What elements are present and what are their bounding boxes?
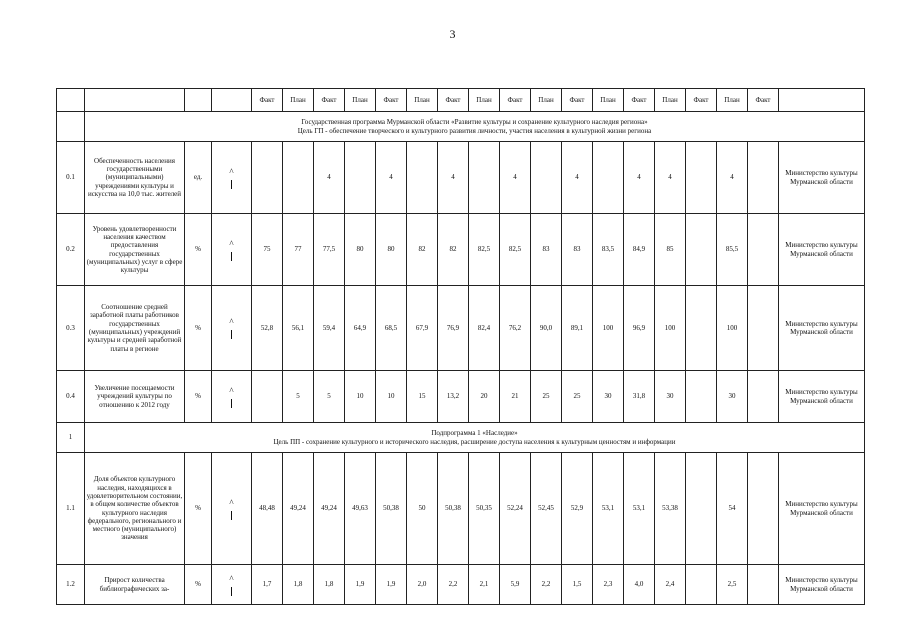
- indicator-num: 0.1: [57, 142, 85, 214]
- value-cell: 25: [562, 371, 593, 423]
- value-cell: 30: [717, 371, 748, 423]
- value-cell: 1,7: [252, 565, 283, 605]
- trend-caret: ^: [229, 166, 234, 177]
- value-cell: 80: [345, 214, 376, 286]
- trend-cell: [212, 453, 252, 565]
- trend-bar: [231, 330, 232, 339]
- value-cell: 49,24: [283, 453, 314, 565]
- value-cell: 89,1: [562, 286, 593, 371]
- value-cell: 52,45: [531, 453, 562, 565]
- trend-bar: [231, 587, 232, 596]
- indicator-num: 0.2: [57, 214, 85, 286]
- program-goal: Цель ГП - обеспечение творческого и культурного развития личности, участия населения в культурной жизни региона: [297, 126, 652, 135]
- value-cell: 83,5: [593, 214, 624, 286]
- indicator-name: Обеспеченность населения государственными (муниципальными) учреждениями культуры и искусства на 10,0 тыс. жителей: [85, 142, 185, 214]
- trend-cell: [212, 286, 252, 371]
- responsible-executor: Министерство культуры Мурманской области: [779, 214, 865, 286]
- value-cell: 49,24: [314, 453, 345, 565]
- value-cell: [407, 142, 438, 214]
- value-cell: 52,8: [252, 286, 283, 371]
- value-cell: 77,5: [314, 214, 345, 286]
- value-cell: [252, 142, 283, 214]
- indicator-row: [57, 565, 865, 605]
- value-cell: 25: [531, 371, 562, 423]
- responsible-executor: Министерство культуры Мурманской области: [779, 371, 865, 423]
- trend-up-icon: [229, 167, 233, 189]
- trend-bar: [231, 180, 232, 189]
- value-cell: 5: [314, 371, 345, 423]
- trend-cell: [212, 371, 252, 423]
- value-cell: 50,38: [438, 453, 469, 565]
- subprogram-section: [85, 423, 865, 453]
- value-cell: 85: [655, 214, 686, 286]
- value-cell: [686, 453, 717, 565]
- header-period: Факт: [500, 89, 531, 112]
- indicator-name: Прирост количества библиографических за-: [85, 565, 185, 605]
- indicator-unit: %: [185, 371, 212, 423]
- trend-caret: ^: [229, 573, 234, 584]
- trend-up-icon: [229, 317, 233, 339]
- header-cell-unit: [185, 89, 212, 112]
- indicator-row: [57, 286, 865, 371]
- indicator-unit: %: [185, 565, 212, 605]
- responsible-executor: Министерство культуры Мурманской области: [779, 453, 865, 565]
- value-cell: 64,9: [345, 286, 376, 371]
- value-cell: 82,5: [469, 214, 500, 286]
- value-cell: [748, 371, 779, 423]
- value-cell: 76,2: [500, 286, 531, 371]
- value-cell: [531, 142, 562, 214]
- subprogram-row: [57, 423, 865, 453]
- header-period: План: [717, 89, 748, 112]
- value-cell: 4,0: [624, 565, 655, 605]
- indicator-row: [57, 142, 865, 214]
- value-cell: 76,9: [438, 286, 469, 371]
- value-cell: 1,8: [314, 565, 345, 605]
- header-row: [57, 89, 865, 112]
- indicator-unit: %: [185, 214, 212, 286]
- responsible-executor: Министерство культуры Мурманской области: [779, 142, 865, 214]
- value-cell: 53,38: [655, 453, 686, 565]
- value-cell: 4: [314, 142, 345, 214]
- value-cell: [748, 142, 779, 214]
- value-cell: [686, 214, 717, 286]
- header-period: План: [407, 89, 438, 112]
- value-cell: 2,0: [407, 565, 438, 605]
- header-cell-name: [85, 89, 185, 112]
- value-cell: 1,5: [562, 565, 593, 605]
- value-cell: 50,35: [469, 453, 500, 565]
- indicator-unit: %: [185, 286, 212, 371]
- subprogram-goal: Цель ПП - сохранение культурного и исторического наследия, расширение доступа населения к культурным ценностям и информации: [273, 437, 676, 446]
- value-cell: [748, 453, 779, 565]
- indicator-unit: ед.: [185, 142, 212, 214]
- value-cell: 1,9: [376, 565, 407, 605]
- indicator-name: Доля объектов культурного наследия, находящихся в удовлетворительном состоянии, в общем количестве объектов культурного наследия федерального, регионального и местного (муниципального) значения: [85, 453, 185, 565]
- value-cell: 56,1: [283, 286, 314, 371]
- header-cell-num: [57, 89, 85, 112]
- value-cell: 21: [500, 371, 531, 423]
- value-cell: 82: [438, 214, 469, 286]
- value-cell: 2,2: [531, 565, 562, 605]
- value-cell: [748, 286, 779, 371]
- value-cell: 100: [593, 286, 624, 371]
- value-cell: 30: [655, 371, 686, 423]
- value-cell: 2,4: [655, 565, 686, 605]
- value-cell: [748, 214, 779, 286]
- program-row: [57, 112, 865, 142]
- value-cell: 10: [376, 371, 407, 423]
- value-cell: 59,4: [314, 286, 345, 371]
- value-cell: 68,5: [376, 286, 407, 371]
- value-cell: 67,9: [407, 286, 438, 371]
- indicators-table: [56, 88, 865, 605]
- header-period: Факт: [314, 89, 345, 112]
- header-cell-trend: [212, 89, 252, 112]
- trend-cell: [212, 214, 252, 286]
- value-cell: 53,1: [624, 453, 655, 565]
- subprogram-title: Подпрограмма 1 «Наследие»: [431, 429, 518, 438]
- value-cell: 2,5: [717, 565, 748, 605]
- value-cell: 1,8: [283, 565, 314, 605]
- value-cell: 84,9: [624, 214, 655, 286]
- value-cell: [748, 565, 779, 605]
- value-cell: [345, 142, 376, 214]
- value-cell: [252, 371, 283, 423]
- indicator-name: Увеличение посещаемости учреждений культуры по отношению к 2012 году: [85, 371, 185, 423]
- header-period: План: [531, 89, 562, 112]
- value-cell: 52,9: [562, 453, 593, 565]
- value-cell: 2,1: [469, 565, 500, 605]
- value-cell: 50: [407, 453, 438, 565]
- value-cell: 1,9: [345, 565, 376, 605]
- trend-up-icon: [229, 239, 233, 261]
- trend-caret: ^: [229, 238, 234, 249]
- header-period: План: [283, 89, 314, 112]
- value-cell: 2,3: [593, 565, 624, 605]
- page-number: 3: [449, 27, 456, 41]
- value-cell: 50,38: [376, 453, 407, 565]
- value-cell: [593, 142, 624, 214]
- value-cell: 85,5: [717, 214, 748, 286]
- header-period: Факт: [686, 89, 717, 112]
- value-cell: 15: [407, 371, 438, 423]
- responsible-executor: Министерство культуры Мурманской области: [779, 286, 865, 371]
- value-cell: [283, 142, 314, 214]
- value-cell: 82,5: [500, 214, 531, 286]
- trend-bar: [231, 252, 232, 261]
- indicator-num: 1.1: [57, 453, 85, 565]
- indicator-num: 0.4: [57, 371, 85, 423]
- header-period: План: [593, 89, 624, 112]
- trend-up-icon: [229, 498, 233, 520]
- value-cell: 2,2: [438, 565, 469, 605]
- indicator-row: [57, 214, 865, 286]
- trend-cell: [212, 565, 252, 605]
- trend-cell: [212, 142, 252, 214]
- value-cell: 80: [376, 214, 407, 286]
- value-cell: 54: [717, 453, 748, 565]
- indicator-num: 1.2: [57, 565, 85, 605]
- trend-bar: [231, 399, 232, 408]
- value-cell: 4: [717, 142, 748, 214]
- value-cell: 82: [407, 214, 438, 286]
- value-cell: [686, 286, 717, 371]
- value-cell: 4: [624, 142, 655, 214]
- program-section: [85, 112, 865, 142]
- indicator-row: [57, 371, 865, 423]
- header-period: План: [345, 89, 376, 112]
- value-cell: 90,0: [531, 286, 562, 371]
- value-cell: 82,4: [469, 286, 500, 371]
- value-cell: 31,8: [624, 371, 655, 423]
- value-cell: 20: [469, 371, 500, 423]
- indicator-num: 0.3: [57, 286, 85, 371]
- header-period: Факт: [624, 89, 655, 112]
- value-cell: [686, 142, 717, 214]
- indicator-row: [57, 453, 865, 565]
- value-cell: 83: [531, 214, 562, 286]
- indicator-name: Уровень удовлетворенности населения качеством предоставления государственных (муниципальных) услуг в сфере культуры: [85, 214, 185, 286]
- trend-caret: ^: [229, 385, 234, 396]
- value-cell: 4: [500, 142, 531, 214]
- header-period: Факт: [376, 89, 407, 112]
- trend-caret: ^: [229, 317, 234, 327]
- subprogram-num: 1: [57, 423, 85, 453]
- value-cell: 100: [655, 286, 686, 371]
- trend-up-icon: [229, 574, 233, 596]
- value-cell: 4: [438, 142, 469, 214]
- header-period: План: [469, 89, 500, 112]
- header-period: Факт: [748, 89, 779, 112]
- value-cell: 4: [376, 142, 407, 214]
- value-cell: 4: [655, 142, 686, 214]
- value-cell: 49,63: [345, 453, 376, 565]
- indicator-name: Соотношение средней заработной платы работников государственных (муниципальных) учреждений культуры и средней заработной платы в регионе: [85, 286, 185, 371]
- value-cell: [686, 371, 717, 423]
- value-cell: [469, 142, 500, 214]
- header-cell-responsible: [779, 89, 865, 112]
- value-cell: [686, 565, 717, 605]
- value-cell: 53,1: [593, 453, 624, 565]
- trend-bar: [231, 511, 232, 520]
- value-cell: 77: [283, 214, 314, 286]
- value-cell: 10: [345, 371, 376, 423]
- value-cell: 48,48: [252, 453, 283, 565]
- trend-up-icon: [229, 386, 233, 408]
- program-title: Государственная программа Мурманской области «Развитие культуры и сохранение культурного наследия региона»: [301, 118, 648, 127]
- header-period: Факт: [438, 89, 469, 112]
- header-period: Факт: [252, 89, 283, 112]
- value-cell: 96,9: [624, 286, 655, 371]
- header-period: План: [655, 89, 686, 112]
- value-cell: 75: [252, 214, 283, 286]
- value-cell: 83: [562, 214, 593, 286]
- value-cell: 5: [283, 371, 314, 423]
- value-cell: 4: [562, 142, 593, 214]
- program-num-cell: [57, 112, 85, 142]
- trend-caret: ^: [229, 497, 234, 508]
- value-cell: 30: [593, 371, 624, 423]
- responsible-executor: Министерство культуры Мурманской области: [779, 565, 865, 605]
- indicator-unit: %: [185, 453, 212, 565]
- value-cell: 52,24: [500, 453, 531, 565]
- value-cell: 5,9: [500, 565, 531, 605]
- value-cell: 13,2: [438, 371, 469, 423]
- header-period: Факт: [562, 89, 593, 112]
- value-cell: 100: [717, 286, 748, 371]
